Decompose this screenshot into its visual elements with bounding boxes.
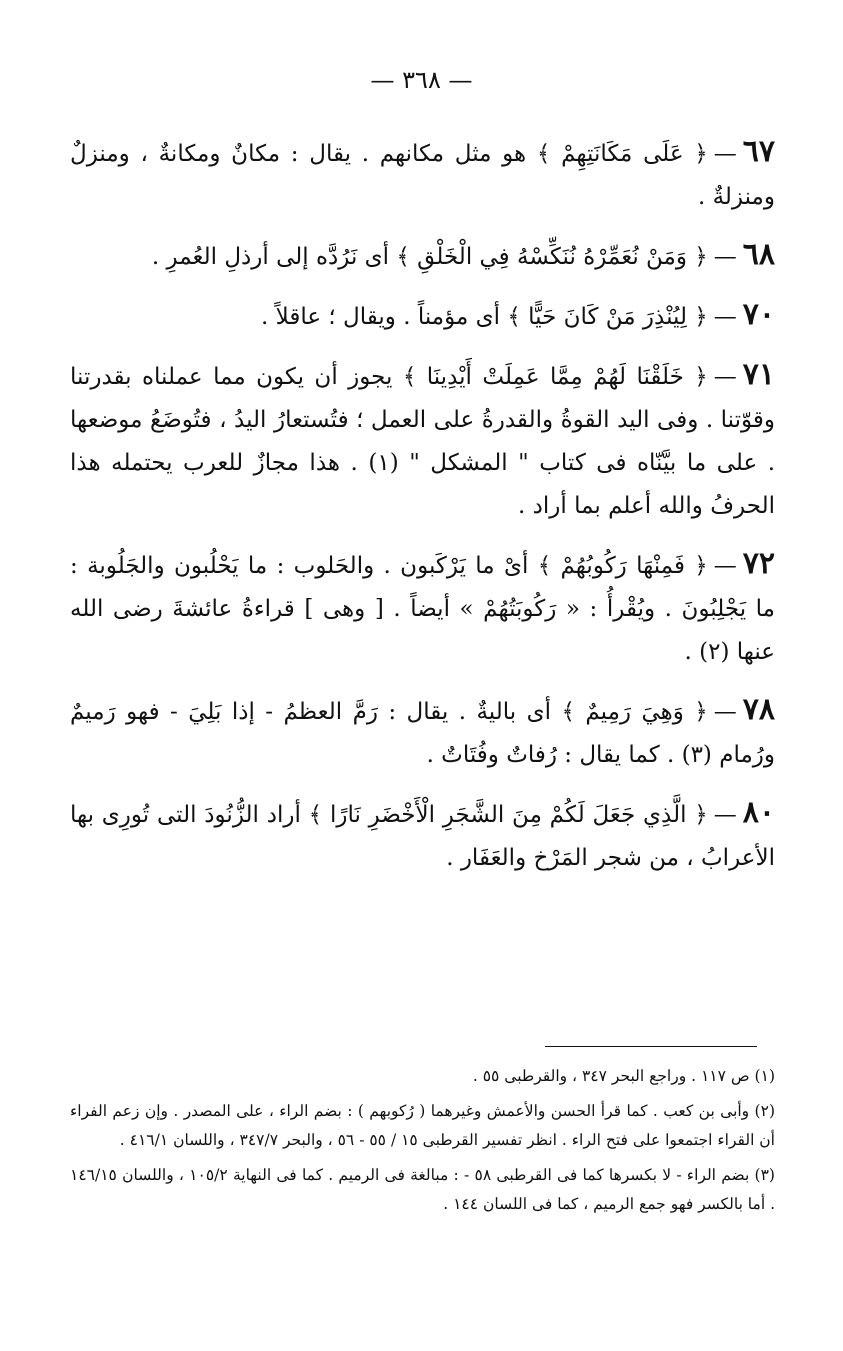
quranic-quote: ﴿ فَمِنْهَا رَكُوبُهُمْ ﴾ — [537, 553, 708, 579]
footnote-3: (٣) بضم الراء - لا بكسرها كما فى القرطبى ٥٨ - : مبالغة فى الرميم . كما فى النهاية ١٠٥/٢ ، واللسان ١٤٦/١٥ . أما بالكسر فهو جمع الرميم ، كما فى اللسان ١٤٤ . — [70, 1166, 775, 1213]
verse-number: ٧٨ — [742, 692, 775, 727]
verse-number: ٧١ — [742, 357, 775, 392]
footnotes — [70, 1062, 775, 1225]
page-number: — ٣٦٨ — — [370, 66, 473, 94]
entry-text: يجوز أن يكون مما عملناه بقدرتنا وقوّتنا . وفى اليد القوةُ والقدرةُ على العمل ؛ فتُستعارُ اليدُ ، فتُوضَعُ موضعها . على ما بيَّنّاه فى كتاب " المشكل " (١) . هذا مجازٌ للعرب يحتمله هذا الحرفُ والله أعلم بما أراد . — [70, 364, 776, 519]
verse-number: ٧٠ — [742, 297, 775, 332]
entry-text: أى باليةٌ . يقال : رَمَّ العظمُ - إذا بَلِيَ - فهو رَميمٌ ورُمام (٣) . كما يقال : رُفاتٌ وفُتَاتٌ . — [70, 699, 775, 768]
entry-68: ٦٨—﴿ وَمَنْ نُعَمِّرْهُ نُنَكِّسْهُ فِي الْخَلْقِ ﴾ أى نَرُدَّه إلى أرذلِ العُمرِ . — [151, 237, 775, 272]
verse-number: ٦٧ — [742, 134, 776, 169]
entry-text: أىْ ما يَرْكَبون . والحَلوب : ما يَحْلُبون والجَلُوبة : ما يَجْلِبُونَ . ويُقْرأُ : « رَكُوبَتُهُمْ » أيضاً . [ وهى ] قراءةُ عائشةَ رضى الله عنها (٢) . — [70, 553, 775, 665]
entry-80: ٨٠—﴿ الَّذِي جَعَلَ لَكُمْ مِنَ الشَّجَرِ الْأَخْضَرِ نَارًا ﴾ أراد الزُّنُودَ التى تُورِى بها الأعرابُ ، من شجر المَرْخ والعَفَار . — [70, 795, 776, 871]
entry-70: ٧٠—﴿ لِيُنْذِرَ مَنْ كَانَ حَيًّا ﴾ أى مؤمناً . ويقال ؛ عاقلاً . — [261, 297, 775, 332]
entry-text: أى نَرُدَّه إلى أرذلِ العُمرِ . — [151, 244, 390, 270]
quranic-quote: ﴿ وَهِيَ رَمِيمٌ ﴾ — [561, 699, 708, 725]
entry-text: أراد الزُّنُودَ التى تُورِى بها الأعرابُ ، من شجر المَرْخ والعَفَار . — [70, 802, 775, 871]
entry-72: ٧٢—﴿ فَمِنْهَا رَكُوبُهُمْ ﴾ أىْ ما يَرْكَبون . والحَلوب : ما يَحْلُبون والجَلُوبة : ما يَجْلِبُونَ . ويُقْرأُ : « رَكُوبَتُهُمْ » أيضاً . [ وهى ] قراءةُ عائشةَ رضى الله عنها (٢) . — [70, 546, 775, 665]
footnote-1: (١) ص ١١٧ . وراجع البحر ٣٤٧ ، والقرطبى ٥٥ . — [472, 1067, 775, 1085]
quranic-quote: ﴿ عَلَى مَكَانَتِهِمْ ﴾ — [536, 141, 708, 167]
quranic-quote: ﴿ الَّذِي جَعَلَ لَكُمْ مِنَ الشَّجَرِ الْأَخْضَرِ نَارًا ﴾ — [308, 802, 708, 828]
verse-number: ٨٠ — [742, 795, 776, 830]
entry-text: هو مثل مكانهم . يقال : مكانٌ ومكانةٌ ، ومنزلٌ ومنزلةٌ . — [70, 141, 775, 210]
quranic-quote: ﴿ خَلَقْنَا لَهُمْ مِمَّا عَمِلَتْ أَيْدِينَا ﴾ — [402, 364, 708, 390]
entry-67: ٦٧—﴿ عَلَى مَكَانَتِهِمْ ﴾ هو مثل مكانهم . يقال : مكانٌ ومكانةٌ ، ومنزلٌ ومنزلةٌ . — [70, 134, 776, 210]
verse-number: ٧٢ — [742, 546, 775, 581]
entry-78: ٧٨—﴿ وَهِيَ رَمِيمٌ ﴾ أى باليةٌ . يقال : رَمَّ العظمُ - إذا بَلِيَ - فهو رَميمٌ ورُمام (٣) . كما يقال : رُفاتٌ وفُتَاتٌ . — [70, 692, 775, 768]
entry-text: أى مؤمناً . ويقال ؛ عاقلاً . — [261, 304, 501, 330]
verse-number: ٦٨ — [742, 237, 775, 272]
footnote-2: (٢) وأبى بن كعب . كما قرأ الحسن والأعمش وغيرهما ( رُكوبهم ) : بضم الراء ، على المصدر . وإن زعم الفراء أن القراء اجتمعوا على فتح الراء . انظر تفسير القرطبى ١٥ / ٥٥ - ٥٦ ، والبحر ٣٤٧/٧ ، واللسان ٤١٦/١ . — [70, 1102, 775, 1149]
commentary-body — [70, 130, 775, 894]
entry-71: ٧١—﴿ خَلَقْنَا لَهُمْ مِمَّا عَمِلَتْ أَيْدِينَا ﴾ يجوز أن يكون مما عملناه بقدرتنا وقوّتنا . وفى اليد القوةُ والقدرةُ على العمل ؛ فتُستعارُ اليدُ ، فتُوضَعُ موضعها . على ما بيَّنّاه فى كتاب " المشكل " (١) . هذا مجازٌ للعرب يحتمله هذا الحرفُ والله أعلم بما أراد . — [70, 357, 776, 519]
footnote-separator — [545, 1046, 757, 1047]
quranic-quote: ﴿ وَمَنْ نُعَمِّرْهُ نُنَكِّسْهُ فِي الْخَلْقِ ﴾ — [396, 244, 708, 270]
quranic-quote: ﴿ لِيُنْذِرَ مَنْ كَانَ حَيًّا ﴾ — [507, 304, 708, 330]
